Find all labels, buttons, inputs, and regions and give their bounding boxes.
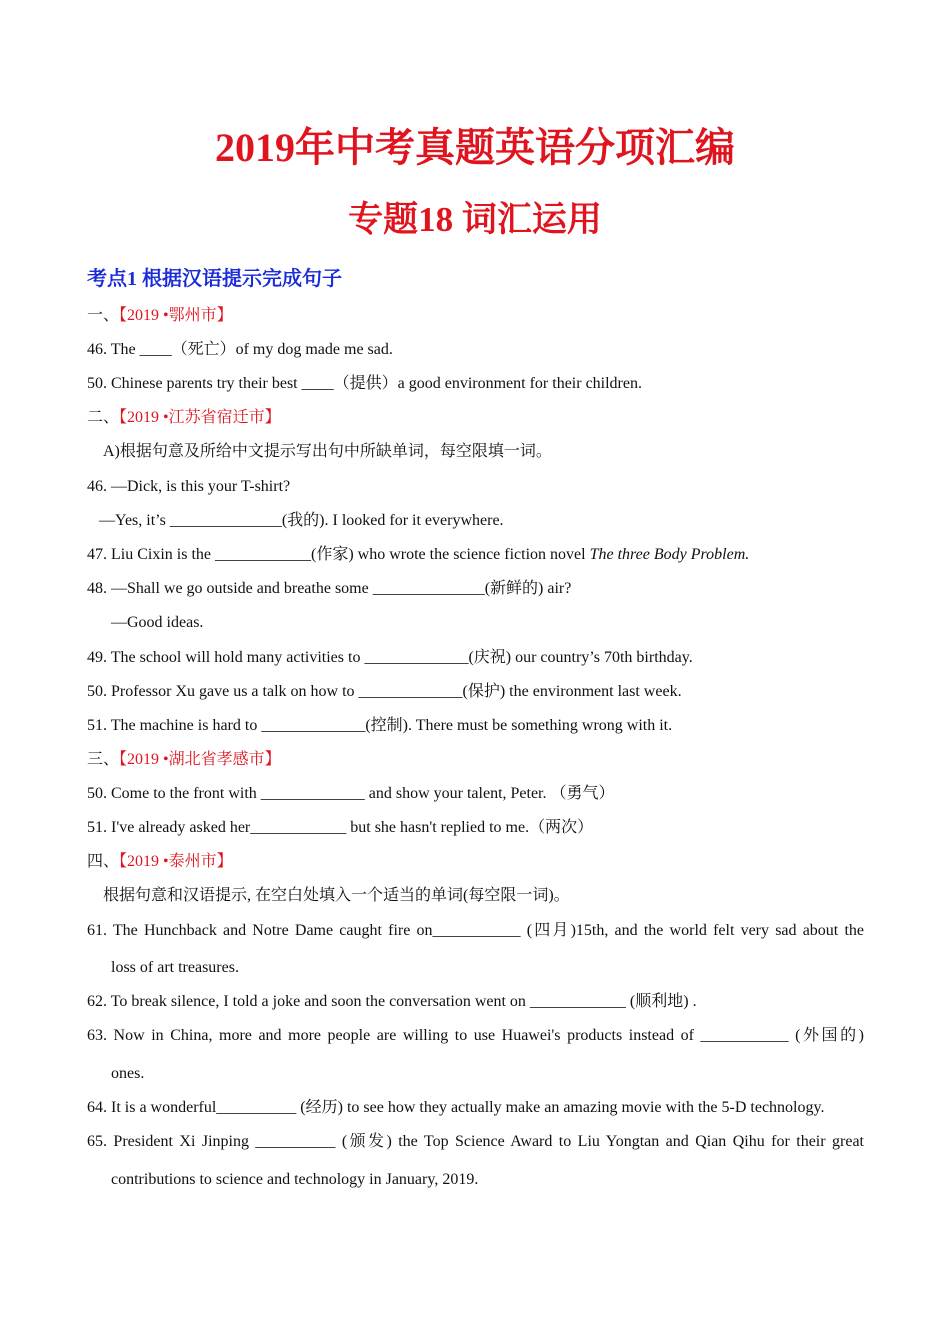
group-instruction: A)根据句意及所给中文提示写出句中所缺单词，每空限填一词。 — [103, 443, 552, 460]
group-index: 一、 — [87, 307, 120, 324]
section-heading: 考点1 根据汉语提示完成句子 — [87, 268, 342, 290]
group-index: 二、 — [87, 409, 120, 426]
question-line: 50. Professor Xu gave us a talk on how to _____________(保护) the environment last week. — [87, 683, 682, 700]
group-heading — [87, 749, 281, 771]
question-line: 51. The machine is hard to _____________(控制). There must be something wrong with it. — [87, 717, 673, 734]
group-heading — [87, 305, 233, 327]
question-line: —Yes, it’s ______________(我的). I looked for it everywhere. — [99, 512, 504, 529]
question-line-continued: contributions to science and technology in January, 2019. — [111, 1171, 479, 1188]
document-title: 2019年中考真题英语分项汇编 — [215, 125, 735, 170]
group-index: 三、 — [87, 751, 120, 768]
group-source-tag: 【2019 •江苏省宿迁市】 — [119, 409, 281, 426]
question-line: 46. —Dick, is this your T-shirt? — [87, 478, 291, 495]
question-line-continued: ones. — [111, 1065, 145, 1082]
question-line: 50. Chinese parents try their best ____（提供）a good environment for their children. — [87, 375, 642, 392]
group-heading — [87, 851, 233, 873]
question-line: 64. It is a wonderful__________ (经历) to see how they actually make an amazing movie with the 5-D technology. — [87, 1099, 825, 1116]
group-index: 四、 — [87, 853, 120, 870]
question-text: 47. Liu Cixin is the ____________(作家) who wrote the science fiction novel — [87, 546, 590, 563]
group-instruction: 根据句意和汉语提示, 在空白处填入一个适当的单词(每空限一词)。 — [103, 887, 570, 904]
question-line: 63. Now in China, more and more people are willing to use Huawei's products instead of ___________ (外国的) — [87, 1027, 864, 1044]
group-heading — [87, 407, 281, 429]
group-source-tag: 【2019 •鄂州市】 — [119, 307, 233, 324]
question-line: 46. The ____（死亡）of my dog made me sad. — [87, 341, 393, 358]
question-line: 65. President Xi Jinping __________ (颁发) the Top Science Award to Liu Yongtan and Qian Qihu for their great — [87, 1133, 864, 1150]
question-line: 51. I've already asked her____________ but she hasn't replied to me.（两次） — [87, 819, 594, 836]
question-line: 61. The Hunchback and Notre Dame caught fire on___________ (四月)15th, and the world felt very sad about the — [87, 922, 864, 939]
question-line — [87, 544, 749, 566]
group-source-tag: 【2019 •泰州市】 — [119, 853, 233, 870]
question-line: 50. Come to the front with _____________ and show your talent, Peter. （勇气） — [87, 785, 615, 802]
question-line: 62. To break silence, I told a joke and soon the conversation went on ____________ (顺利地) . — [87, 993, 697, 1010]
question-line: 48. —Shall we go outside and breathe some ______________(新鲜的) air? — [87, 580, 572, 597]
question-line: —Good ideas. — [111, 614, 204, 631]
question-line: 49. The school will hold many activities to _____________(庆祝) our country’s 70th birthday. — [87, 649, 693, 666]
group-source-tag: 【2019 •湖北省孝感市】 — [119, 751, 281, 768]
novel-title: The three Body Problem. — [589, 546, 750, 563]
question-line-continued: loss of art treasures. — [111, 959, 239, 976]
document-subtitle: 专题18 词汇运用 — [348, 200, 602, 239]
